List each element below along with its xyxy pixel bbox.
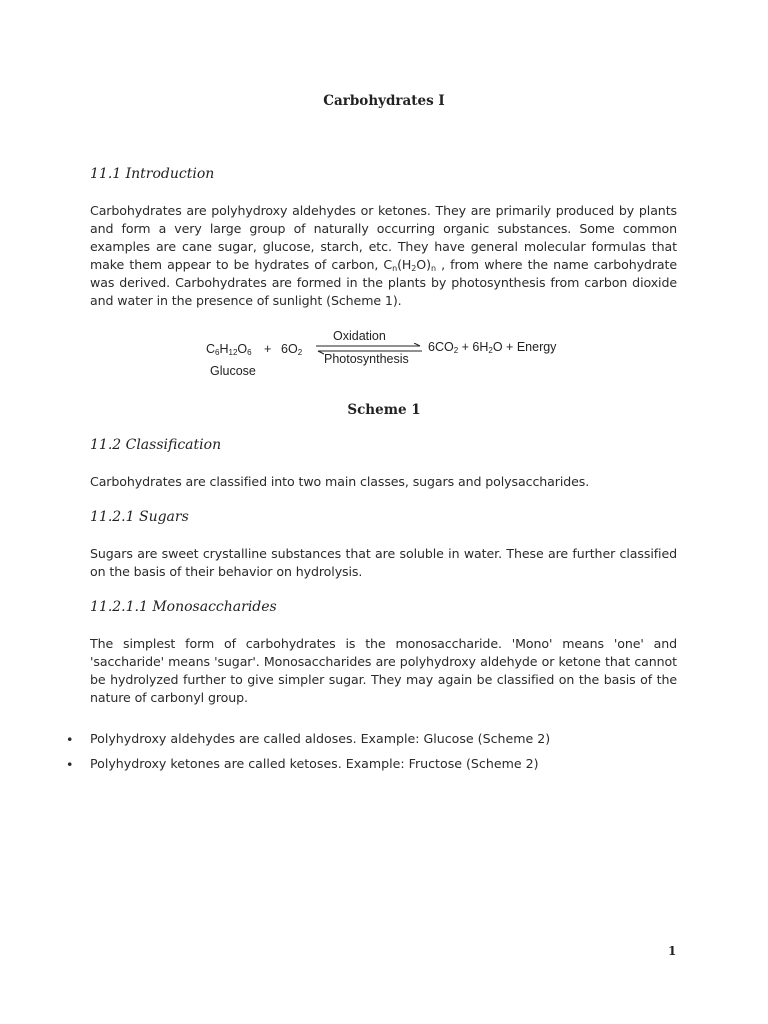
formula-c: C [383,257,393,272]
reaction-scheme [200,328,580,380]
oxygen-formula: $6O_2$ [281,342,303,357]
arrow-bottom-label: Photosynthesis [324,352,409,366]
formula-2-subscript: 2 [411,264,417,273]
monosaccharides-heading: 11.2.1.1 Monosaccharides [90,599,277,615]
formula-o: O) [416,257,431,272]
scheme-caption: Scheme 1 [347,402,421,418]
bullet-marker: • [66,757,74,772]
page-number: 1 [668,944,677,958]
list-item-aldoses: Polyhydroxy aldehydes are called aldoses. Example: Glucose (Scheme 2) [90,731,551,746]
sugars-heading: 11.2.1 Sugars [90,509,189,525]
sugars-paragraph: Sugars are sweet crystalline substances that are soluble in water. These are further classified on the basis of their behavior on hydrolysis. [90,546,677,579]
glucose-label: Glucose [210,364,256,378]
page-title: Carbohydrates I [323,93,445,109]
intro-heading: 11.1 Introduction [90,166,215,182]
classification-paragraph: Carbohydrates are classified into two main classes, sugars and polysaccharides. [90,474,590,489]
products-formula: $6CO_2 + 6H_2O$ + Energy [428,340,557,355]
intro-text-part1: Carbohydrates are polyhydroxy aldehydes or ketones. They are primarily produced by plants and form a very large group of naturally occurring organic substances. Some common examples are cane sugar, glucose, starch, etc. They have general molecular formulas that make them appear to be hydrates of carbon, [90,203,677,272]
formula-n-subscript: n [392,264,398,273]
classification-heading: 11.2 Classification [90,437,222,453]
plus-sign: + [264,342,272,356]
intro-paragraph [90,202,677,310]
list-item-ketoses: Polyhydroxy ketones are called ketoses. Example: Fructose (Scheme 2) [90,756,539,771]
monosaccharides-paragraph: The simplest form of carbohydrates is the monosaccharide. 'Mono' means 'one' and 'saccharide' means 'sugar'. Monosaccharides are polyhydroxy aldehyde or ketone that cannot be hydrolyzed further to give simpler sugar. They may again be classified on the basis of the nature of carbonyl group. [90,636,677,705]
arrow-top-label: Oxidation [333,329,386,343]
intro-text-part2: , from where the name carbohydrate was derived. Carbohydrates are formed in the plants by photosynthesis from carbon dioxide and water in the presence of sunlight (Scheme 1). [90,257,678,308]
formula-n2-subscript: n [430,264,436,273]
glucose-formula: $C_6H_{12}O_6$ [206,342,252,357]
formula-h: (H [397,257,412,272]
bullet-marker: • [66,732,74,747]
